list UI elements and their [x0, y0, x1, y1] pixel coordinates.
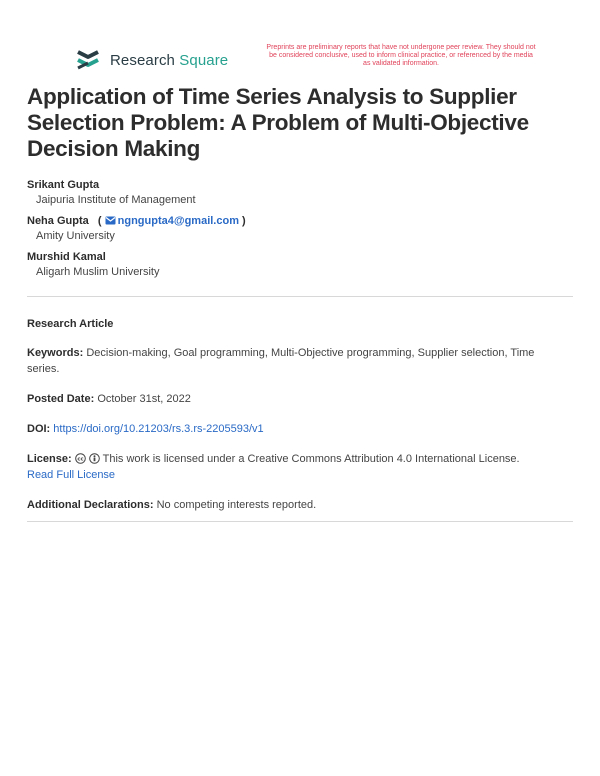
divider — [27, 521, 573, 522]
author-email-link[interactable] — [105, 215, 242, 227]
preprint-disclaimer: Preprints are preliminary reports that have not undergone peer review. They should not be considered conclusive, used to inform clinical practice, or referenced by the media as validated information. — [266, 44, 536, 67]
creative-commons-icon — [75, 453, 86, 464]
license — [27, 451, 567, 483]
brand-name — [110, 52, 228, 69]
author-name: Srikant Gupta — [27, 179, 100, 191]
author-affiliation: Aligarh Muslim University — [36, 266, 160, 278]
author-email: ngngupta4@gmail.com — [117, 215, 239, 227]
svg-text:cc: cc — [77, 456, 84, 463]
author-affiliation: Jaipuria Institute of Management — [36, 194, 196, 206]
author-name — [27, 214, 567, 229]
additional-declarations — [27, 497, 567, 513]
doi — [27, 421, 567, 437]
article-type — [27, 316, 567, 332]
author-name: Murshid Kamal — [27, 251, 106, 263]
author-name-text: Neha Gupta — [27, 215, 89, 227]
email-open-paren: ( — [91, 215, 102, 227]
research-square-logo[interactable] — [74, 48, 228, 72]
license-label: License: — [27, 453, 72, 465]
declarations-value: No competing interests reported. — [156, 499, 317, 511]
header — [0, 0, 600, 80]
email-close-paren: ) — [242, 215, 246, 227]
doi-link[interactable]: https://doi.org/10.21203/rs.3.rs-2205593/v1 — [53, 423, 264, 435]
license-text: This work is licensed under a Creative Commons Attribution 4.0 International License. — [102, 453, 520, 465]
keywords-value: Decision-making, Goal programming, Multi-Objective programming, Supplier selection, Time series. — [27, 347, 535, 375]
divider — [27, 296, 573, 297]
envelope-icon — [105, 216, 116, 225]
read-full-license-link[interactable]: Read Full License — [27, 469, 116, 481]
attribution-icon — [89, 453, 100, 464]
author-affiliation: Amity University — [36, 230, 115, 242]
author-list — [27, 178, 567, 286]
keywords — [27, 345, 567, 377]
brand-name-part2: Square — [179, 51, 229, 69]
research-square-logo-icon — [74, 48, 104, 72]
brand-name-part1: Research — [110, 51, 175, 69]
article-type-value: Research Article — [27, 318, 114, 330]
declarations-label: Additional Declarations: — [27, 499, 154, 511]
posted-date-value: October 31st, 2022 — [97, 393, 191, 405]
posted-date-label: Posted Date: — [27, 393, 95, 405]
keywords-label: Keywords: — [27, 347, 84, 359]
paper-title: Application of Time Series Analysis to Supplier Selection Problem: A Problem of Multi-Objective Decision Making — [27, 84, 529, 161]
posted-date — [27, 391, 567, 407]
doi-label: DOI: — [27, 423, 51, 435]
